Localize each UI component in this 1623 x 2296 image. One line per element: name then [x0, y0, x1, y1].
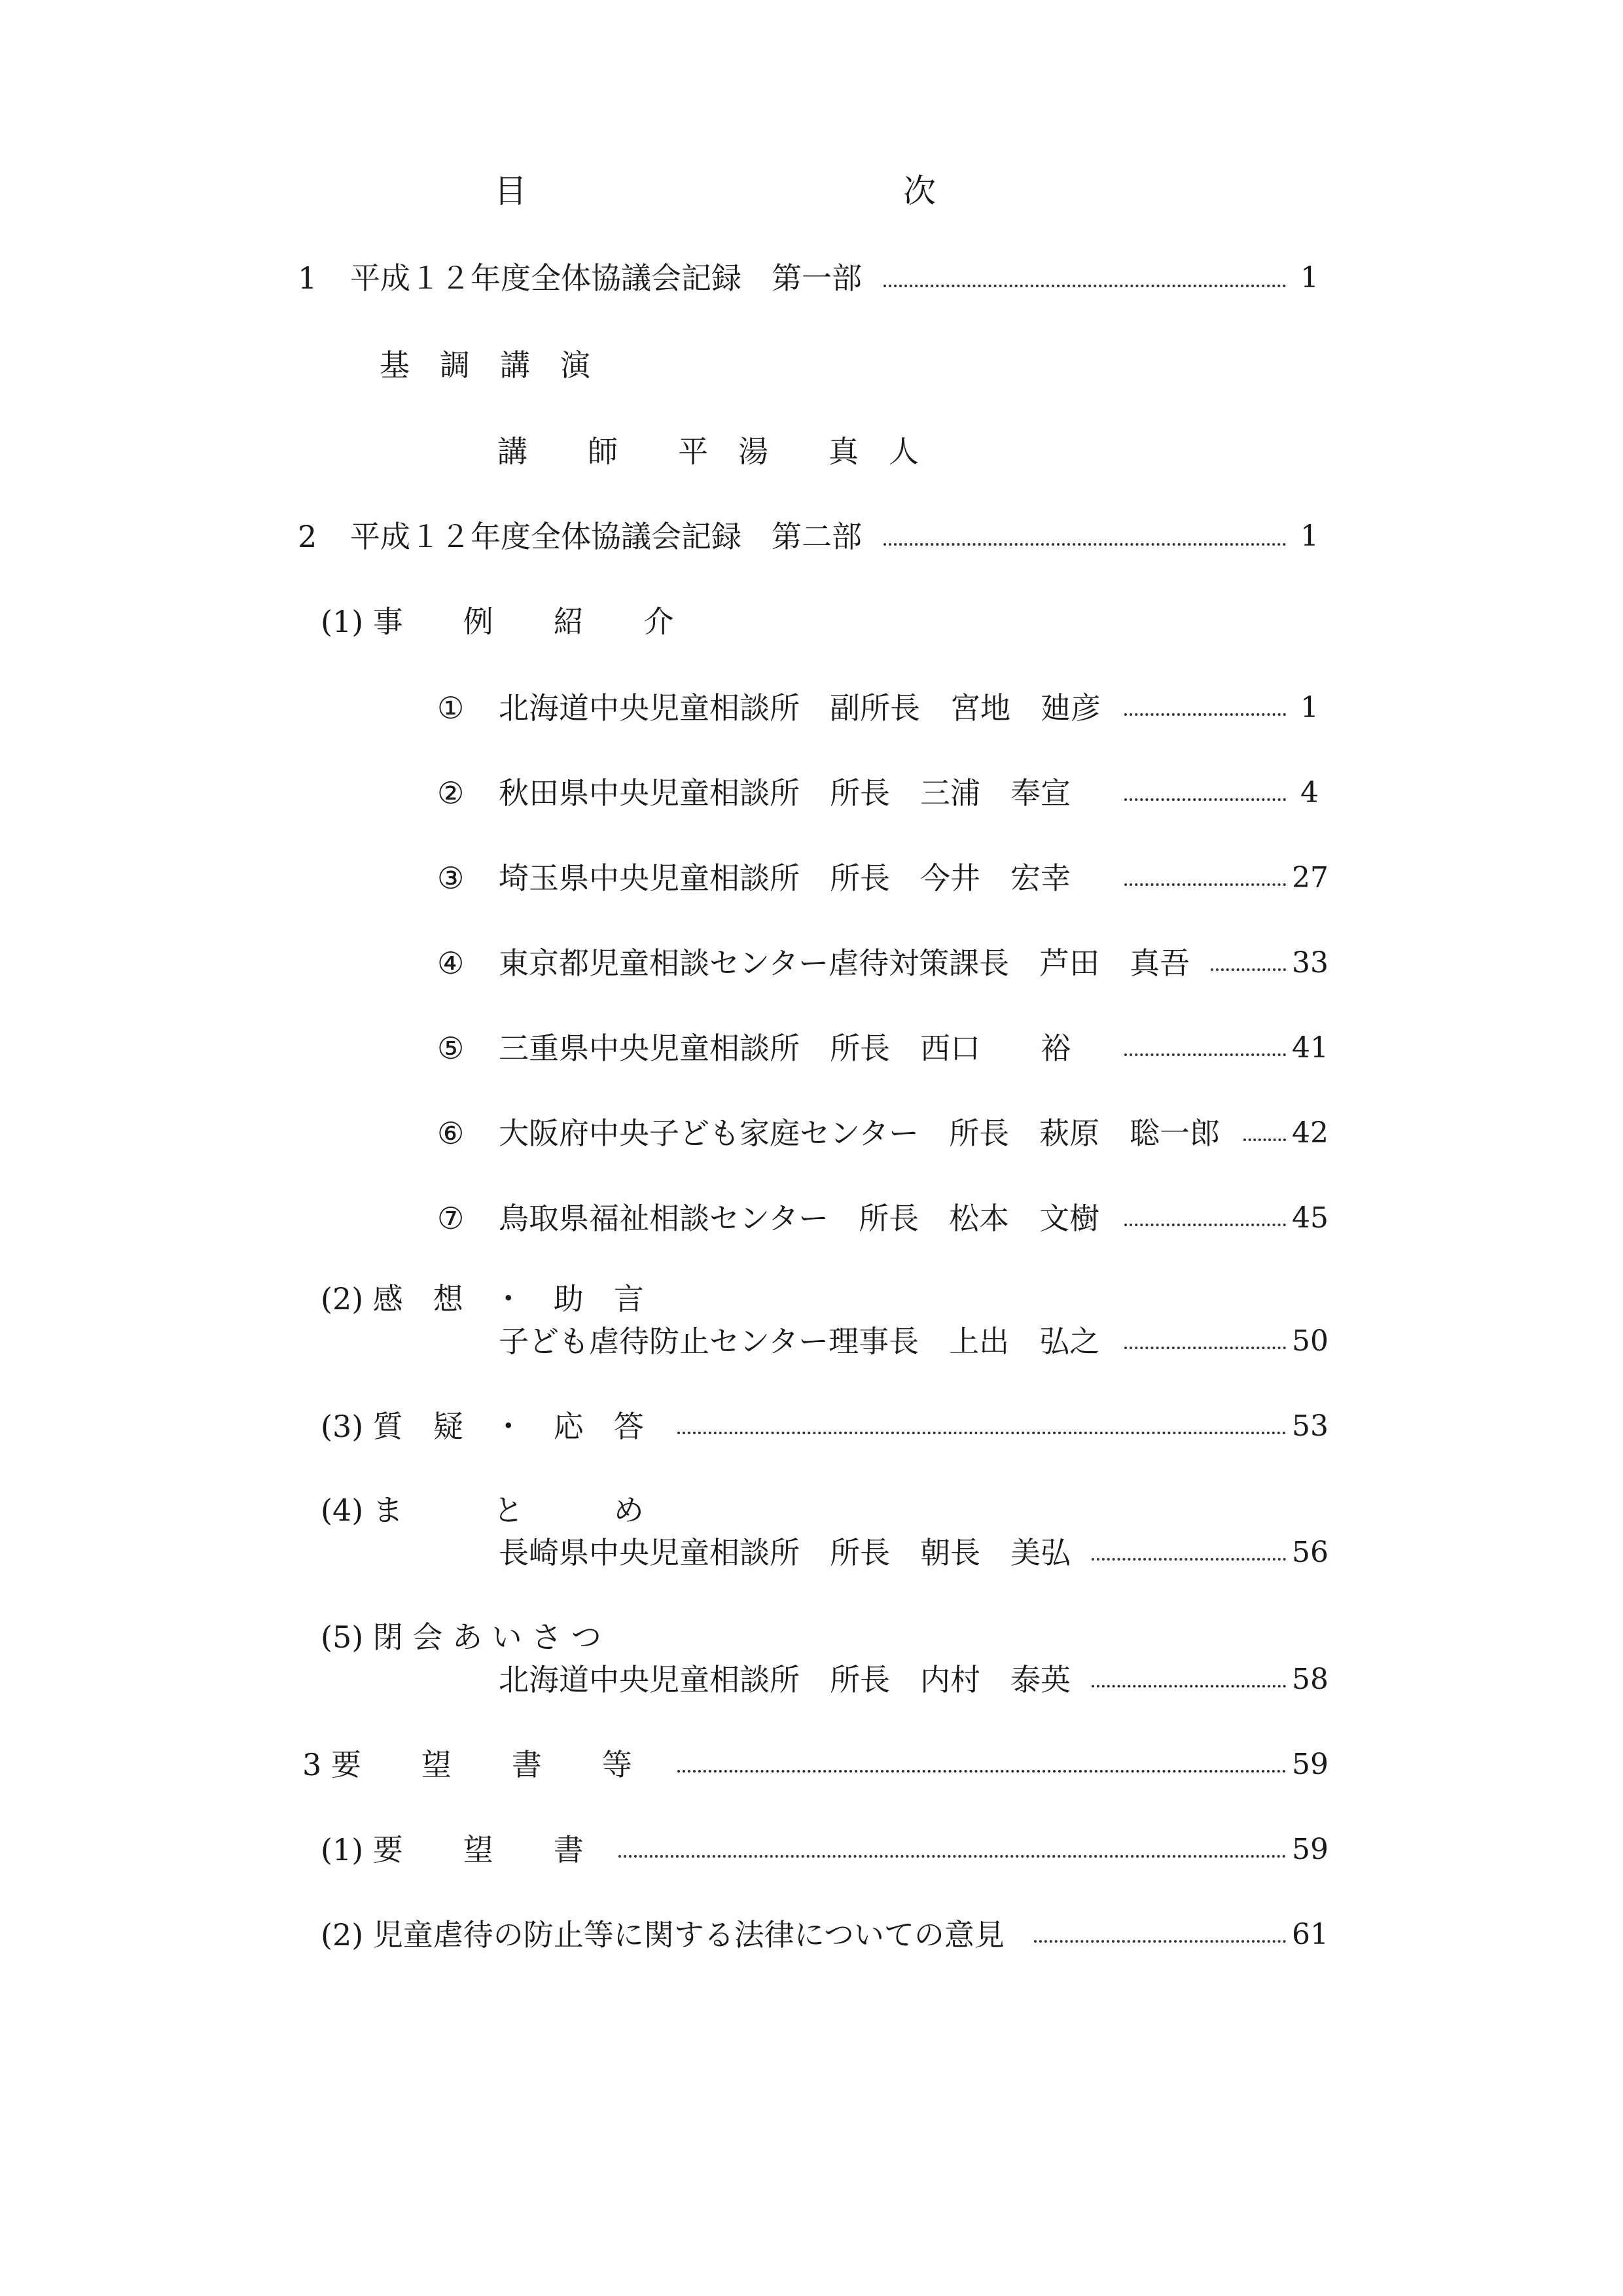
case-6-page: 42 [1292, 1116, 1329, 1150]
case-3-page: 27 [1292, 861, 1329, 894]
part-4-sub: 長崎県中央児童相談所 所長 朝長 美弘 [499, 1535, 1071, 1570]
case-2-mark: ② [437, 775, 465, 811]
section-3-label: 3 要 望 書 等 [302, 1747, 632, 1782]
case-1-mark: ① [437, 690, 465, 726]
leader-dots [1034, 1940, 1286, 1943]
case-2-page: 4 [1300, 776, 1319, 809]
title-left: 目 [494, 172, 527, 210]
case-3-text: 埼玉県中央児童相談所 所長 今井 宏幸 [499, 860, 1071, 896]
part-5-page: 58 [1292, 1663, 1329, 1696]
case-5-text: 三重県中央児童相談所 所長 西口 裕 [499, 1031, 1071, 1066]
case-5-page: 41 [1292, 1031, 1329, 1065]
section-2-number: 2 [298, 519, 317, 554]
case-7-page: 45 [1292, 1201, 1329, 1235]
keynote-label: 基 調 講 演 [380, 347, 590, 383]
part-3-label: (3) 質 疑 ・ 応 答 [321, 1409, 644, 1444]
case-7-text: 鳥取県福祉相談センター 所長 松本 文樹 [499, 1201, 1100, 1236]
section-3-page: 59 [1292, 1748, 1329, 1781]
part-4-label: (4) ま と め [321, 1492, 644, 1528]
section-2-page: 1 [1300, 520, 1319, 553]
part-1-label: (1) 事 例 紹 介 [321, 604, 674, 639]
case-5-mark: ⑤ [437, 1031, 465, 1066]
leader-dots [677, 1770, 1286, 1773]
part-2-sub: 子ども虐待防止センター理事長 上出 弘之 [499, 1324, 1100, 1359]
section-1-number: 1 [298, 260, 317, 296]
case-7-mark: ⑦ [437, 1201, 465, 1236]
part-3-page: 53 [1292, 1409, 1329, 1443]
part-4-page: 56 [1292, 1536, 1329, 1569]
case-1-page: 1 [1300, 691, 1319, 724]
case-1-text: 北海道中央児童相談所 副所長 宮地 廸彦 [499, 690, 1101, 726]
part-2-label: (2) 感 想 ・ 助 言 [321, 1281, 644, 1316]
leader-dots [883, 285, 1286, 287]
title-right: 次 [903, 172, 936, 210]
section-1-label: 平成１２年度全体協議会記録 第一部 [350, 260, 862, 296]
leader-dots [883, 543, 1286, 546]
part-2-page: 50 [1292, 1324, 1329, 1358]
section-3-1-label: (1) 要 望 書 [321, 1832, 584, 1867]
section-1-page: 1 [1300, 261, 1319, 294]
part-5-sub: 北海道中央児童相談所 所長 内村 泰英 [499, 1662, 1071, 1697]
case-6-text: 大阪府中央子ども家庭センター 所長 萩原 聡一郎 [499, 1116, 1221, 1151]
section-2-label: 平成１２年度全体協議会記録 第二部 [350, 519, 862, 554]
leader-dots [618, 1855, 1286, 1858]
case-3-mark: ③ [437, 860, 465, 896]
keynote-speaker: 講 師 平 湯 真 人 [497, 434, 919, 469]
case-4-mark: ④ [437, 945, 465, 981]
section-3-2-page: 61 [1292, 1918, 1329, 1951]
case-6-mark: ⑥ [437, 1116, 465, 1151]
section-3-1-page: 59 [1292, 1833, 1329, 1866]
section-3-2-label: (2) 児童虐待の防止等に関する法律についての意見 [321, 1917, 1005, 1952]
part-5-label: (5) 閉 会 あ い さ つ [321, 1619, 601, 1655]
case-4-page: 33 [1292, 946, 1329, 980]
leader-dots [677, 1432, 1286, 1434]
case-4-text: 東京都児童相談センター虐待対策課長 芦田 真吾 [499, 945, 1190, 981]
case-2-text: 秋田県中央児童相談所 所長 三浦 奉宣 [499, 775, 1071, 811]
